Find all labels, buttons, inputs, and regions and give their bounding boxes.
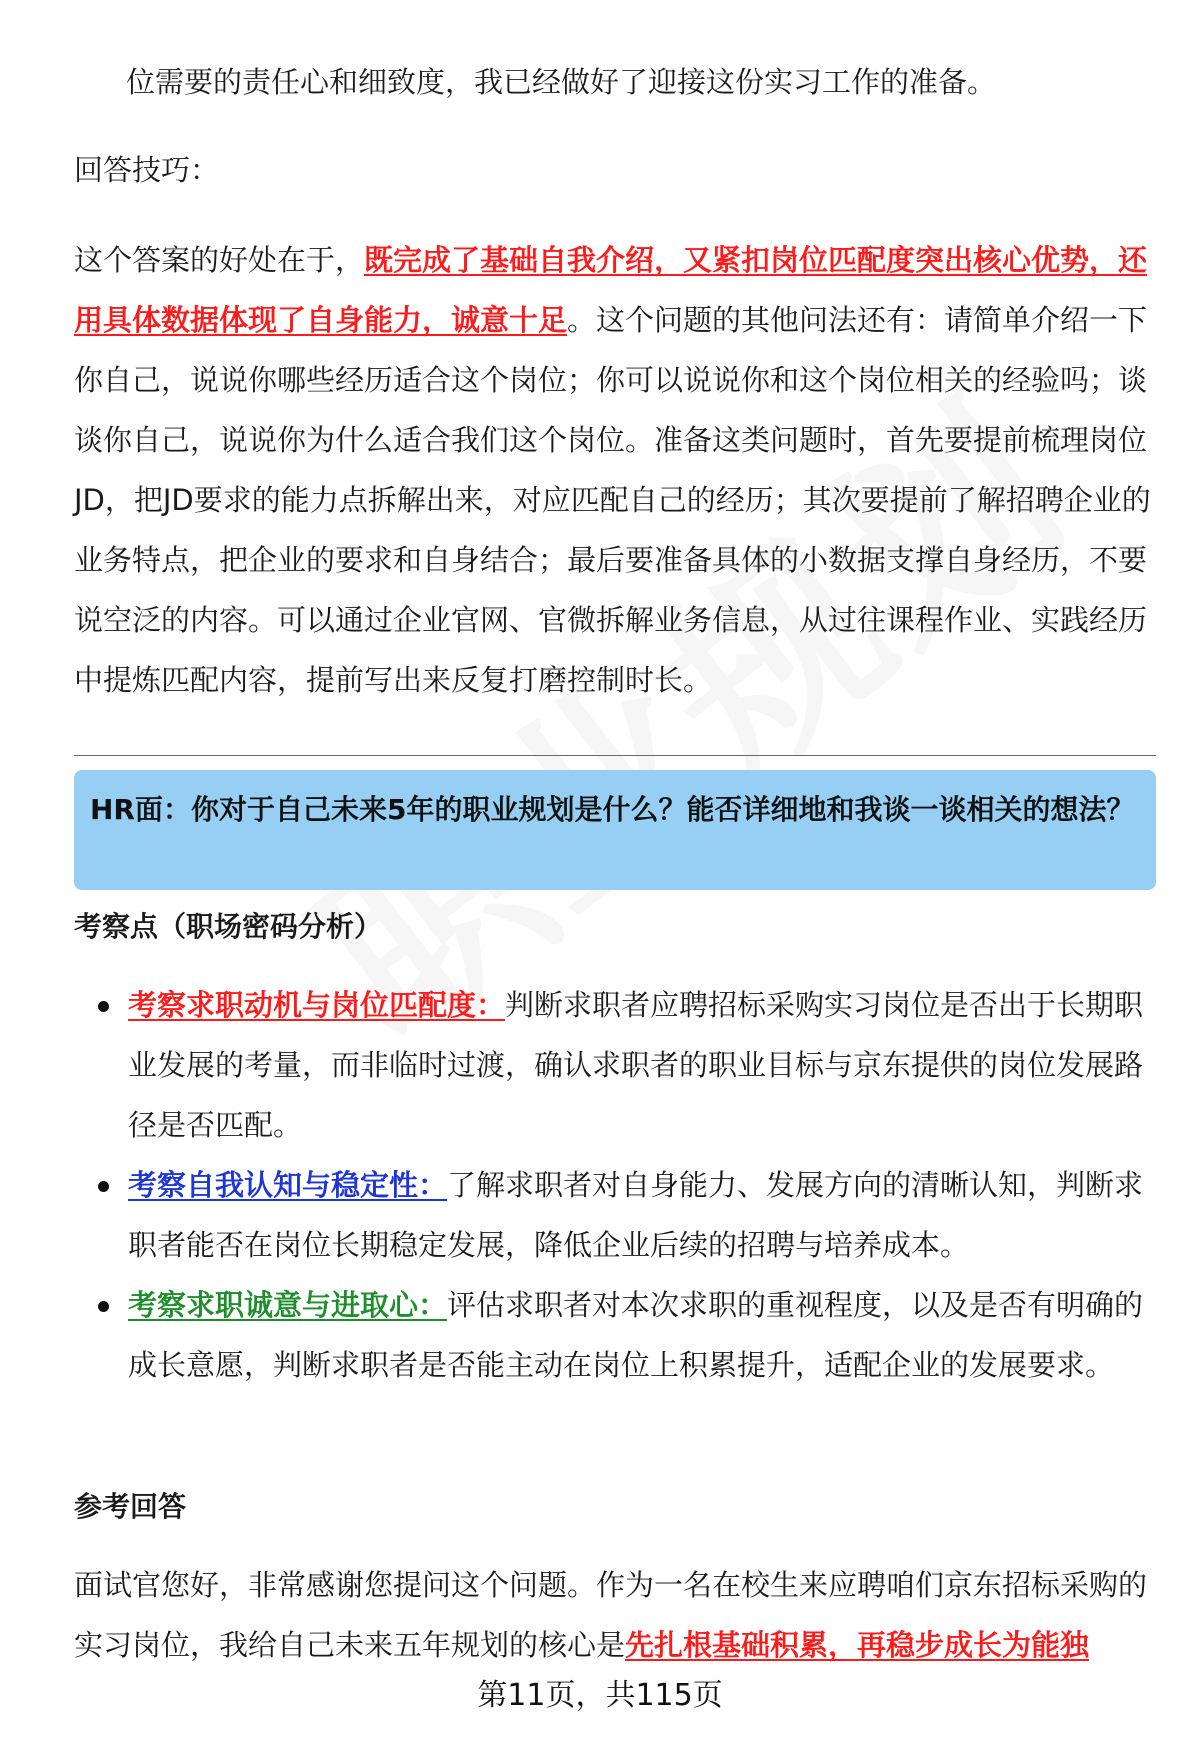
answer-paragraph (74, 1555, 1156, 1675)
answer-highlight: 先扎根基础积累，再稳步成长为能独 (625, 1628, 1090, 1662)
continuation-text: 位需要的责任心和细致度，我已经做好了迎接这份实习工作的准备。 (126, 65, 997, 99)
bullet-label: 考察求职动机与岗位匹配度： (128, 988, 506, 1022)
bullet-dot-icon (98, 1001, 109, 1012)
tips-text-after: 。这个问题的其他问法还有：请简单介绍一下你自己，说说你哪些经历适合这个岗位；你可以说说你和这个岗位相关的经验吗；谈谈你自己，说说你为什么适合我们这个岗位。准备这类问题时，首先要提前梳理岗位JD，把JD要求的能力点拆解出来，对应匹配自己的经历；其次要提前了解招聘企业的业务特点，把企业的要求和自身结合；最后要准备具体的小数据支撑自身经历，不要说空泛的内容。可以通过企业官网、官微拆解业务信息，从过往课程作业、实践经历中提炼匹配内容，提前写出来反复打磨控制时长。 (74, 303, 1151, 697)
answer-heading: 参考回答 (74, 1490, 187, 1523)
bullet-dot-icon (98, 1301, 109, 1312)
list-item (74, 1155, 1156, 1275)
bullet-text: 判断求职者应聘招标采购实习岗位是否出于长期职业发展的考量，而非临时过渡，确认求职者的职业目标与京东提供的岗位发展路径是否匹配。 (128, 988, 1144, 1142)
answer-text-before: 面试官您好，非常感谢您提问这个问题。作为一名在校生来应聘咱们京东招标采购的实习岗位，我给自己未来五年规划的核心是 (74, 1568, 1148, 1662)
tips-highlight: 既完成了基础自我介绍，又紧扣岗位匹配度突出核心优势，还用具体数据体现了自身能力，诚意十足 (74, 243, 1148, 337)
bullet-text: 评估求职者对本次求职的重视程度，以及是否有明确的成长意愿，判断求职者是否能主动在岗位上积累提升，适配企业的发展要求。 (128, 1288, 1144, 1382)
analysis-list (74, 975, 1156, 1395)
section-divider (74, 755, 1156, 756)
analysis-heading: 考察点（职场密码分析） (74, 910, 383, 943)
bullet-label: 考察求职诚意与进取心： (128, 1288, 448, 1322)
tips-label: 回答技巧： (74, 153, 220, 187)
bullet-label: 考察自我认知与稳定性： (128, 1168, 448, 1202)
tips-paragraph (74, 230, 1156, 710)
tips-text-before: 这个答案的好处在于， (74, 243, 365, 277)
question-text: HR面：你对于自己未来5年的职业规划是什么？能否详细地和我谈一谈相关的想法？ (90, 793, 1135, 826)
page-number: 第11页，共115页 (477, 1678, 723, 1713)
bullet-text: 了解求职者对自身能力、发展方向的清晰认知，判断求职者能否在岗位长期稳定发展，降低企业后续的招聘与培养成本。 (128, 1168, 1144, 1262)
list-item (74, 1275, 1156, 1395)
question-box (74, 770, 1156, 890)
bullet-dot-icon (98, 1181, 109, 1192)
list-item (74, 975, 1156, 1155)
